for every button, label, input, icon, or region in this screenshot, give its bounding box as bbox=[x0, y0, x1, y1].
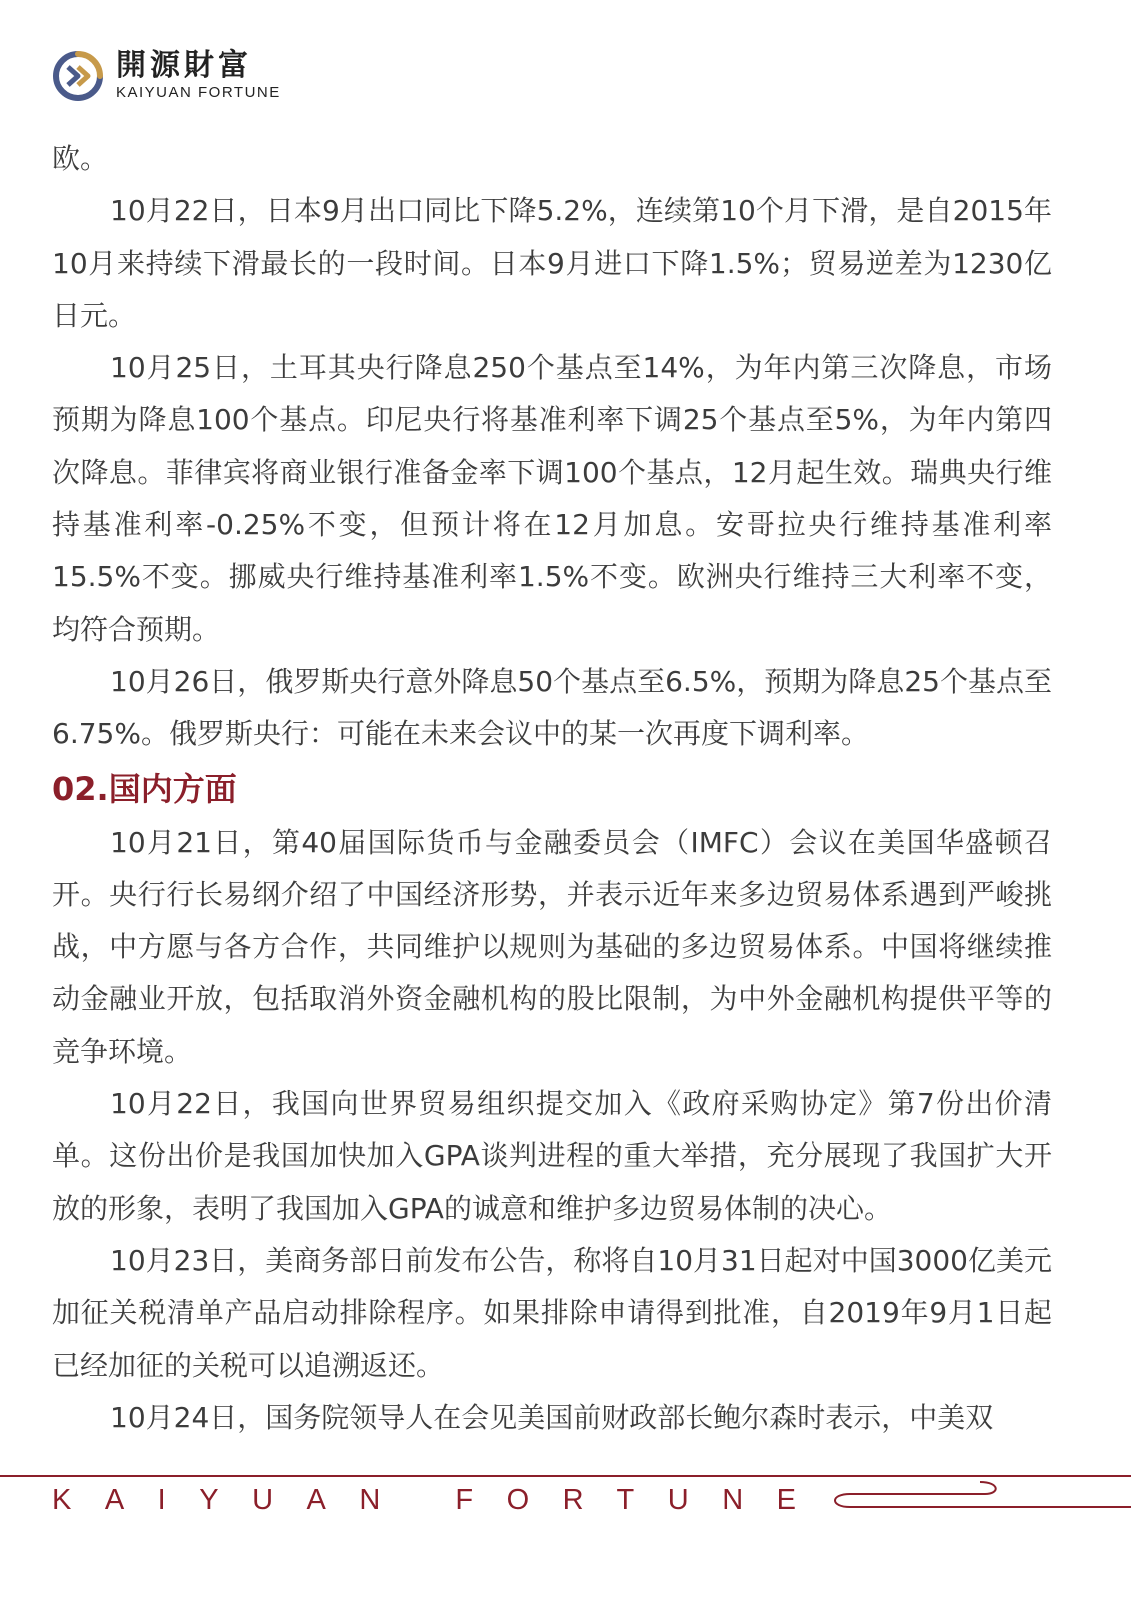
kaiyuan-logo-icon bbox=[52, 50, 104, 102]
brand-name-english: KAIYUAN FORTUNE bbox=[116, 84, 281, 101]
paragraph: 欧。 bbox=[52, 142, 109, 175]
brand-wordmark bbox=[116, 50, 281, 102]
footer-brand-text: KAIYUAN FORTUNE bbox=[52, 1484, 830, 1516]
brand-name-chinese: 開源財富 bbox=[116, 48, 252, 83]
paragraph: 10月25日，土耳其央行降息250个基点至14%，为年内第三次降息，市场预期为降息100个基点。印尼央行将基准利率下调25个基点至5%，为年内第四次降息。菲律宾将商业银行准备金率下调100个基点，12月起生效。瑞典央行维持基准利率-0.25%不变，但预计将在12月加息。安哥拉央行维持基准利率15.5%不变。挪威央行维持基准利率1.5%不变。欧洲央行维持三大利率不变，均符合预期。 bbox=[52, 351, 1052, 646]
paragraph: 10月24日，国务院领导人在会见美国前财政部长鲍尔森时表示，中美双 bbox=[110, 1400, 994, 1434]
paragraph: 10月23日，美商务部日前发布公告，称将自10月31日起对中国3000亿美元加征关税清单产品启动排除程序。如果排除申请得到批准，自2019年9月1日起已经加征的关税可以追溯返还。 bbox=[52, 1243, 1052, 1382]
section-heading: 02.国内方面 bbox=[52, 769, 237, 808]
footer-swoosh-decoration bbox=[820, 1472, 1131, 1522]
paragraph: 10月22日，日本9月出口同比下降5.2%，连续第10个月下滑，是自2015年10月来持续下滑最长的一段时间。日本9月进口下降1.5%；贸易逆差为1230亿日元。 bbox=[52, 194, 1052, 332]
article-body bbox=[52, 133, 1052, 1444]
paragraph: 10月21日，第40届国际货币与金融委员会（IMFC）会议在美国华盛顿召开。央行行长易纲介绍了中国经济形势，并表示近年来多边贸易体系遇到严峻挑战，中方愿与各方合作，共同维护以规则为基础的多边贸易体系。中国将继续推动金融业开放，包括取消外资金融机构的股比限制，为中外金融机构提供平等的竞争环境。 bbox=[52, 825, 1052, 1068]
page-header bbox=[52, 50, 281, 102]
paragraph: 10月26日，俄罗斯央行意外降息50个基点至6.5%，预期为降息25个基点至6.75%。俄罗斯央行：可能在未来会议中的某一次再度下调利率。 bbox=[52, 664, 1052, 751]
paragraph: 10月22日，我国向世界贸易组织提交加入《政府采购协定》第7份出价清单。这份出价是我国加快加入GPA谈判进程的重大举措，充分展现了我国扩大开放的形象，表明了我国加入GPA的诚意和维护多边贸易体制的决心。 bbox=[52, 1087, 1052, 1225]
